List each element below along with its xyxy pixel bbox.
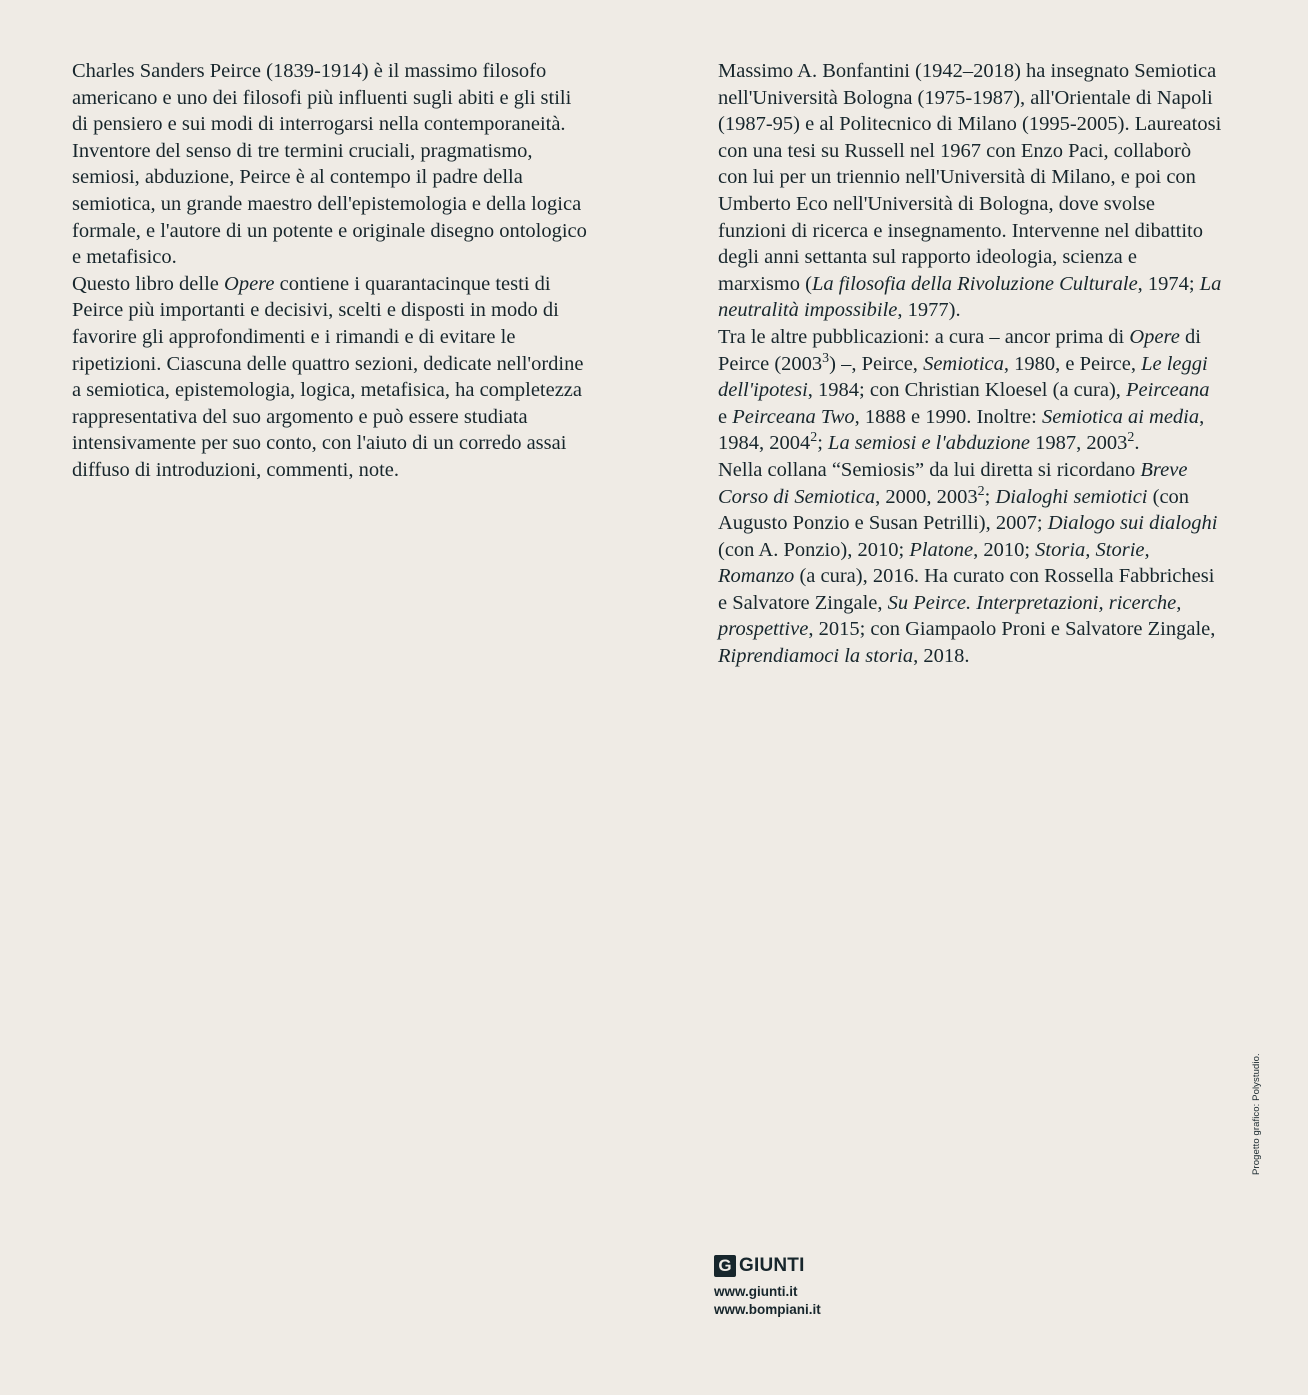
blurb-paragraph: Charles Sanders Peirce (1839-1914) è il massimo filosofo americano e uno dei filosofi più influenti sugli abiti e gli stili di pensiero e sui modi di interrogarsi nella contemporaneità. Inventore del senso di tre termini cruciali, pragmatismo, semiosi, abduzione, Peirce è al contempo il padre della semiotica, un grande maestro dell'epistemologia e della logica formale, e l'autore di un potente e originale disegno ontologico e metafisico. <box>72 60 587 269</box>
blurb-left-column <box>72 58 592 484</box>
blurb-paragraph: Nella collana “Semiosis” da lui diretta si ricordano Breve Corso di Semiotica, 2000, 2003$^2$; Dialoghi semiotici (con Augusto Ponzio e Susan Petrilli), 2007; Dialogo sui dialoghi (con A. Ponzio), 2010; Platone, 2010; Storia, Storie, Romanzo (a cura), 2016. Ha curato con Rossella Fabbrichesi e Salvatore Zingale, Su Peirce. Interpretazioni, ricerche, prospettive, 2015; con Giampaolo Proni e Salvatore Zingale, Riprendiamoci la storia, 2018. <box>718 458 1218 668</box>
publisher-name: GIUNTI <box>739 1255 805 1276</box>
publisher-url-giunti[interactable]: www.giunti.it <box>714 1284 798 1299</box>
publisher-footer <box>714 1255 1034 1319</box>
giunti-logo-icon: G <box>714 1255 736 1277</box>
design-credit: Progetto grafico: Polystudio. <box>1251 1053 1262 1175</box>
publisher-logo <box>714 1255 1034 1277</box>
blurb-paragraph: Tra le altre pubblicazioni: a cura – ancor prima di Opere di Peirce (2003$^3$) –, Peirce, Semiotica, 1980, e Peirce, Le leggi dell'ipotesi, 1984; con Christian Kloesel (a cura), Peirceana e Peirceana Two, 1888 e 1990. Inoltre: Semiotica ai media, 1984, 2004$^2$; La semiosi e l'abduzione 1987, 2003$^2$. <box>718 325 1210 455</box>
blurb-paragraph: Massimo A. Bonfantini (1942–2018) ha insegnato Semiotica nell'Università Bologna (1975-1987), all'Orientale di Napoli (1987-95) e al Politecnico di Milano (1995-2005). Laureatosi con una tesi su Russell nel 1967 con Enzo Paci, collaborò con lui per un triennio nell'Università di Milano, e poi con Umberto Eco nell'Università di Bologna, dove svolse funzioni di ricerca e insegnamento. Intervenne nel dibattito degli anni settanta sul rapporto ideologia, scienza e marxismo (La filosofia della Rivoluzione Culturale, 1974; La neutralità impossibile, 1977). <box>718 60 1222 322</box>
blurb-paragraph: Questo libro delle Opere contiene i quarantacinque testi di Peirce più importanti e decisivi, scelti e disposti in modo di favorire gli approfondimenti e i rimandi e di evitare le ripetizioni. Ciascuna delle quattro sezioni, dedicate nell'ordine a semiotica, epistemologia, logica, metafisica, ha completezza rappresentativa del suo argomento e può essere studiata intensivamente per suo conto, con l'aiuto di un corredo assai diffuso di introduzioni, commenti, note. <box>72 272 584 481</box>
publisher-url-bompiani[interactable]: www.bompiani.it <box>714 1302 821 1317</box>
blurb-right-column <box>718 58 1223 670</box>
